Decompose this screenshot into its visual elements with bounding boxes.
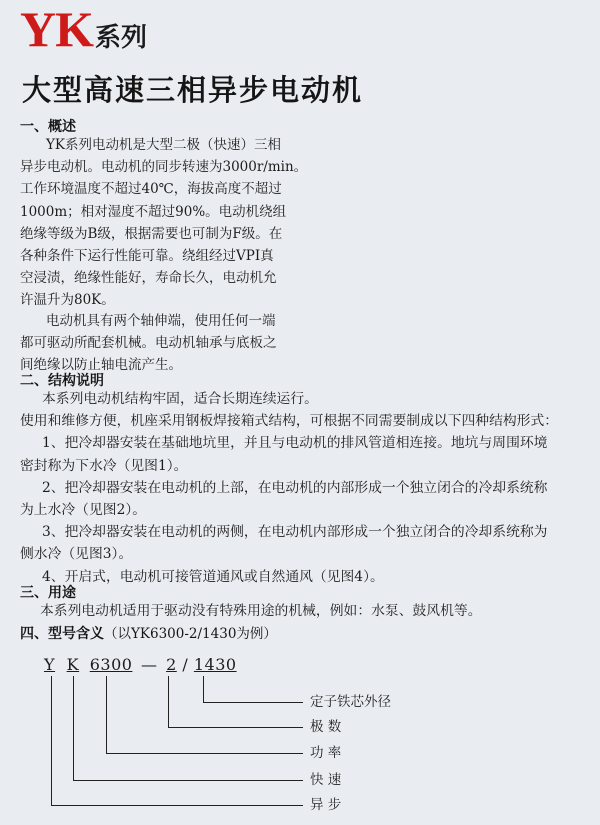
label-power: 功 率 [310,745,342,761]
brand-header [20,1,148,57]
model-example-note: （以YK6300-2/1430为例） [104,626,277,642]
brand-series-label: 系列 [95,23,148,53]
heading-model [20,625,277,643]
leader-arm-fast [73,780,303,781]
text-line: 3、把冷却器安装在电动机的两侧，在电动机内部形成一个独立闭合的冷却系统称为 [42,524,548,541]
leader-line-fast [73,676,74,781]
code-part-slash: / [182,655,189,674]
leader-arm-async [51,805,303,806]
text-line: 4、开启式，电动机可接管道通风或自然通风（见图4）。 [42,568,384,585]
structure-paragraph [20,388,558,588]
text-line: 异步电动机。电动机的同步转速为3000r/min。 [20,159,308,176]
leader-arm-poles [168,727,303,728]
text-line: 间绝缘以防止轴电流产生。 [20,357,182,374]
label-stator-diameter: 定子铁芯外径 [310,694,391,710]
text-line: 绝缘等级为B级，根据需要也可制为F级。在 [20,225,283,242]
text-line: 本系列电动机结构牢固，适合长期连续运行。 [42,391,318,407]
text-line: 空浸渍，绝缘性能好，寿命长久，电动机允 [20,270,277,287]
text-line: 许温升为80K。 [20,292,115,309]
brand-code: YK [20,1,93,57]
text-line: 各种条件下运行性能可靠。绕组经过VPI真 [20,248,274,265]
text-line: 1、把冷却器安装在基础地坑里，并且与电动机的排风管道相连接。地坑与周围环境 [42,435,548,452]
text-line: 工作环境温度不超过40℃，海拔高度不超过 [20,181,282,198]
heading-structure: 二、结构说明 [20,373,104,389]
leader-arm-diameter [203,702,303,703]
code-part-dash: — [141,655,158,674]
leader-line-power [106,676,107,754]
leader-line-poles [168,676,169,728]
code-part-power: 6300 [89,655,133,674]
text-line: 2、把冷却器安装在电动机的上部，在电动机的内部形成一个独立闭合的冷却系统称 [42,479,548,496]
leader-line-diameter [203,676,204,703]
overview-paragraph-2 [20,310,277,377]
text-line: 都可驱动所配套机械。电动机轴承与底板之 [20,335,277,352]
code-part-poles: 2 [166,655,177,674]
leader-arm-power [106,753,303,754]
heading-overview: 一、概述 [20,119,76,135]
label-poles: 极 数 [310,719,342,735]
text-line: 电动机具有两个轴伸端，使用任何一端 [46,313,276,329]
code-part-k: K [66,655,80,674]
page-title: 大型高速三相异步电动机 [22,73,364,107]
code-part-diameter: 1430 [193,655,237,674]
text-line: YK系列电动机是大型二极（快速）三相 [46,137,281,153]
model-code [44,655,237,675]
text-line: 密封称为下水冷（见图1）。 [20,457,188,474]
text-line: 为上水冷（见图2）。 [20,502,147,519]
overview-paragraph-1 [20,134,307,312]
label-async: 异 步 [310,797,342,813]
heading-usage: 三、用途 [20,585,76,601]
model-code-diagram [0,655,600,825]
text-line: 本系列电动机适用于驱动没有特殊用途的机械，例如：水泵、鼓风机等。 [40,603,482,619]
usage-text [40,600,482,622]
label-fast: 快 速 [310,772,342,788]
text-line: 使用和维修方便，机座采用钢板焊接箱式结构，可根据不同需要制成以下四种结构形式： [20,413,559,430]
leader-line-async [51,676,52,806]
text-line: 1000m；相对湿度不超过90%。电动机绕组 [20,203,287,220]
heading-model-label: 四、型号含义 [20,626,104,642]
text-line: 侧水冷（见图3）。 [20,546,133,563]
code-part-y: Y [44,655,56,674]
